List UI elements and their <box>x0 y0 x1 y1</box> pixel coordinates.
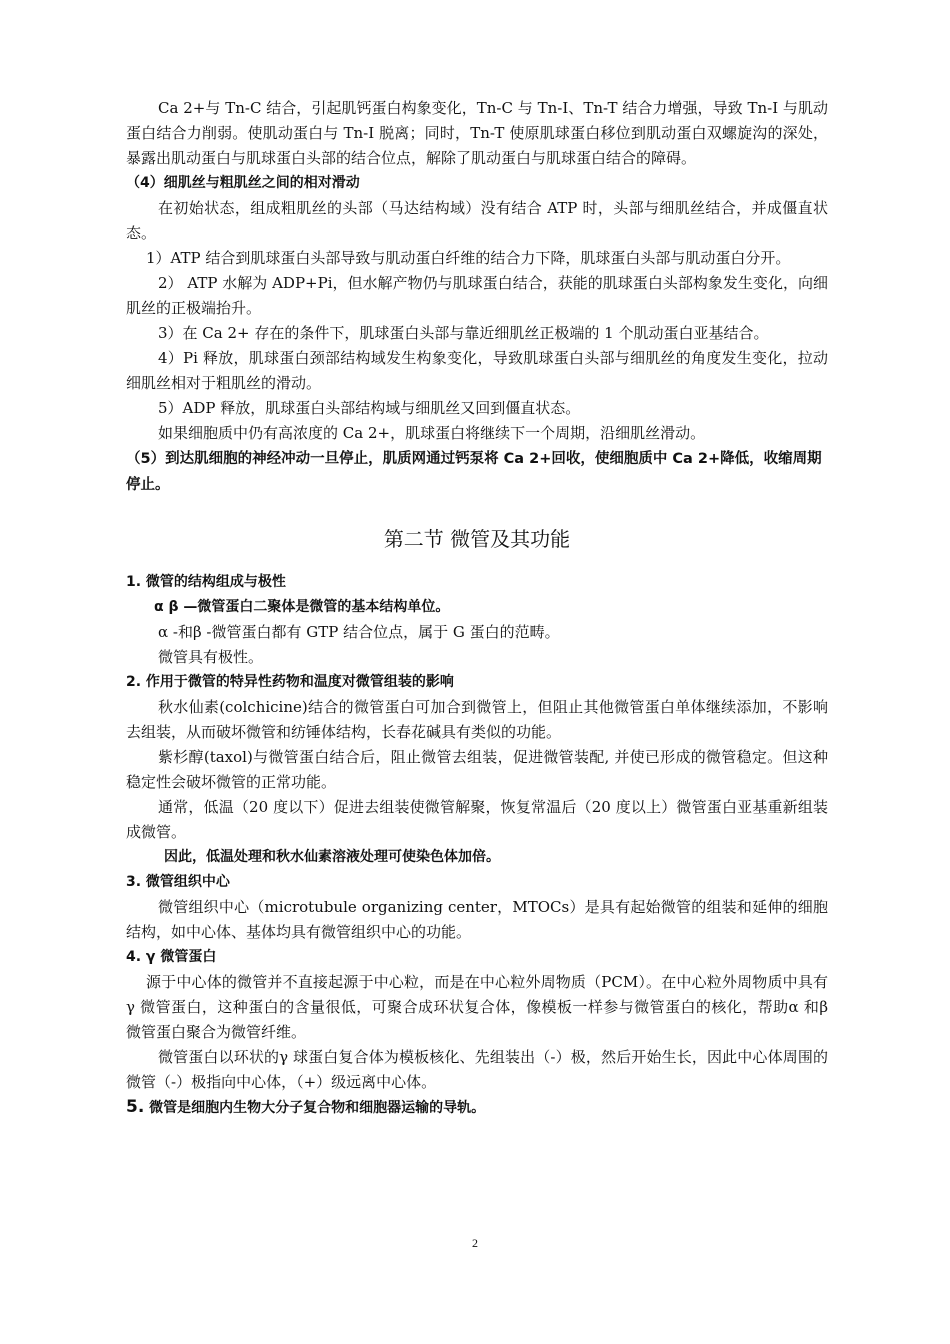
paragraph-calcium-binding: Ca 2+与 Tn-C 结合，引起肌钙蛋白构象变化，Tn-C 与 Tn-I、Tn-T 结合力增强，导致 Tn-I 与肌动蛋白结合力削弱。使肌动蛋白与 Tn-I 脱离；同时，Tn-T 使原肌球蛋白移位到肌动蛋白双螺旋沟的深处，暴露出肌动蛋白与肌球蛋白头部的结合位点，解除了肌动蛋白与肌球蛋白结合的障碍。 <box>126 99 828 167</box>
paragraph-mtoc: 微管组织中心（microtubule organizing center，MTOCs）是具有起始微管的组装和延伸的细胞结构，如中心体、基体均具有微管组织中心的功能。 <box>126 898 828 941</box>
paragraph-pcm: 源于中心体的微管并不直接起源于中心粒，而是在中心粒外周物质（PCM）。在中心粒外周物质中具有γ 微管蛋白，这种蛋白的含量很低，可聚合成环状复合体，像模板一样参与微管蛋白的核化，帮助α 和β 微管蛋白聚合为微管纤维。 <box>126 973 828 1041</box>
paragraph-initial-state: 在初始状态，组成粗肌丝的头部（马达结构域）没有结合 ATP 时，头部与细肌丝结合，并成僵直状态。 <box>126 199 828 242</box>
step-2: 2） ATP 水解为 ADP+Pi，但水解产物仍与肌球蛋白结合，获能的肌球蛋白头部构象发生变化，向细肌丝的正极端抬升。 <box>126 274 828 317</box>
heading-filament-sliding: （4）细肌丝与粗肌丝之间的相对滑动 <box>126 175 360 191</box>
heading-structure-polarity: 1. 微管的结构组成与极性 <box>126 574 286 590</box>
paragraph-polarity: 微管具有极性。 <box>158 648 264 666</box>
step-4: 4）Pi 释放，肌球蛋白颈部结构域发生构象变化，导致肌球蛋白头部与细肌丝的角度发生变化，拉动细肌丝相对于粗肌丝的滑动。 <box>126 349 828 392</box>
paragraph-cycle: 如果细胞质中仍有高浓度的 Ca 2+，肌球蛋白将继续下一个周期，沿细肌丝滑动。 <box>158 424 706 442</box>
item-5-text: 微管是细胞内生物大分子复合物和细胞器运输的导轨。 <box>144 1100 486 1116</box>
document-page <box>126 96 828 1121</box>
step-5: 5）ADP 释放，肌球蛋白头部结构域与细肌丝又回到僵直状态。 <box>158 399 581 417</box>
heading-nerve-impulse-stop: （5）到达肌细胞的神经冲动一旦停止，肌质网通过钙泵将 Ca 2+回收，使细胞质中 Ca 2+降低，收缩周期停止。 <box>126 451 822 493</box>
statement-dimer-unit: α β —微管蛋白二聚体是微管的基本结构单位。 <box>154 599 450 615</box>
section-title: 第二节 微管及其功能 <box>383 527 571 551</box>
step-3: 3）在 Ca 2+ 存在的条件下，肌球蛋白头部与靠近细肌丝正极端的 1 个肌动蛋白亚基结合。 <box>158 324 769 342</box>
paragraph-colchicine: 秋水仙素(colchicine)结合的微管蛋白可加合到微管上，但阻止其他微管蛋白单体继续添加，不影响去组装，从而破坏微管和纺锤体结构，长春花碱具有类似的功能。 <box>126 698 828 741</box>
heading-drugs-temperature: 2. 作用于微管的特异性药物和温度对微管组装的影响 <box>126 674 454 690</box>
step-1: 1）ATP 结合到肌球蛋白头部导致与肌动蛋白纤维的结合力下降，肌球蛋白头部与肌动蛋白分开。 <box>146 249 791 267</box>
heading-mtoc: 3. 微管组织中心 <box>126 874 230 890</box>
heading-transport-track <box>126 1095 828 1121</box>
paragraph-taxol: 紫杉醇(taxol)与微管蛋白结合后，阻止微管去组装，促进微管装配, 并使已形成的微管稳定。但这种稳定性会破坏微管的正常功能。 <box>126 748 828 791</box>
statement-chromosome-doubling: 因此，低温处理和秋水仙素溶液处理可使染色体加倍。 <box>164 849 500 865</box>
paragraph-gtp-site: α -和β -微管蛋白都有 GTP 结合位点，属于 G 蛋白的范畴。 <box>158 623 560 641</box>
item-5-number: 5. <box>126 1097 145 1117</box>
paragraph-low-temperature: 通常，低温（20 度以下）促进去组装使微管解聚，恢复常温后（20 度以上）微管蛋白亚基重新组装成微管。 <box>126 798 828 841</box>
heading-gamma-tubulin: 4. γ 微管蛋白 <box>126 949 217 965</box>
page-number: 2 <box>472 1236 478 1250</box>
paragraph-nucleation: 微管蛋白以环状的γ 球蛋白复合体为模板核化、先组装出（-）极，然后开始生长，因此中心体周围的微管（-）极指向中心体，（+）级远离中心体。 <box>126 1048 828 1091</box>
